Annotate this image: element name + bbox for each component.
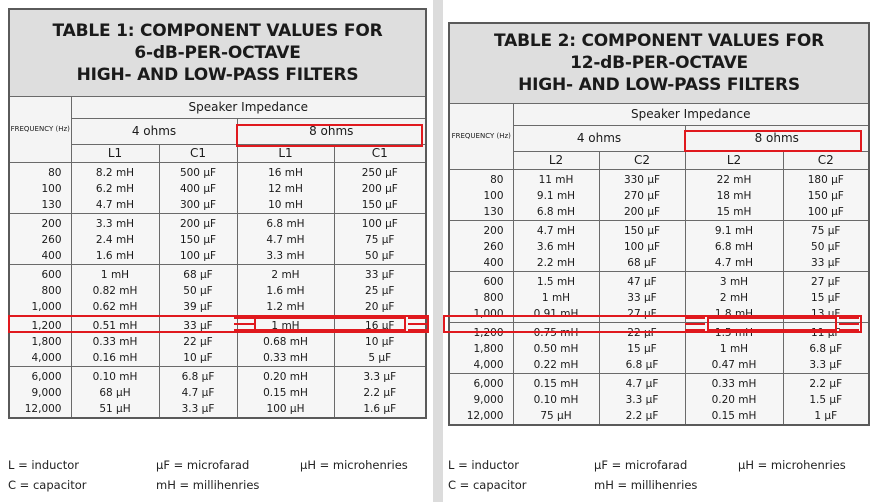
legend-microfarad: µF = microfarad	[156, 458, 250, 472]
table1-value-cell	[334, 162, 426, 213]
table-value: 15 mH	[716, 205, 752, 218]
table-value: 800	[41, 284, 62, 297]
table-value: 0.16 mH	[92, 351, 138, 364]
table-value: 100 µF	[807, 205, 844, 218]
table-value: 50 µF	[811, 240, 841, 253]
table-value: 6,000	[31, 370, 62, 383]
table2-value-cell	[685, 169, 783, 220]
table-value: 600	[483, 275, 504, 288]
table1-value-cell	[71, 264, 159, 315]
table-value: 0.91 mH	[533, 307, 579, 320]
table1-value-cell	[71, 162, 159, 213]
table-value: 270 µF	[623, 189, 661, 202]
table1-value-cell	[237, 162, 334, 213]
table-value: 100	[41, 182, 62, 195]
table2-value-cell	[783, 220, 869, 271]
table-value: 25 µF	[365, 284, 395, 297]
table-value: 0.33 mH	[92, 335, 138, 348]
table-value: 6.8 µF	[625, 358, 659, 371]
table1-frequency-cell	[9, 264, 71, 315]
table-value: 51 µH	[99, 402, 131, 415]
table-value: 16 µF	[365, 319, 395, 332]
table-value: 1 mH	[100, 268, 130, 281]
table-value: 50 µF	[365, 249, 395, 262]
table-value: 250 µF	[361, 166, 398, 179]
table-value: 1.5 mH	[536, 275, 576, 288]
table-value: 100 µF	[623, 240, 661, 253]
table1-panel	[0, 0, 433, 502]
table1-value-cell	[159, 264, 237, 315]
table-value: 3.3 mH	[95, 217, 135, 230]
table-value: 6.8 µF	[809, 342, 843, 355]
table-value: 0.22 mH	[533, 358, 579, 371]
table2-panel	[443, 0, 874, 502]
table-value: 6.8 mH	[536, 205, 576, 218]
table-value: 150 µF	[623, 224, 661, 237]
table1-value-cell	[71, 213, 159, 264]
legend-capacitor: C = capacitor	[8, 478, 87, 492]
table-value: 5 µF	[368, 351, 392, 364]
table2-frequency-cell	[449, 169, 513, 220]
table-value: 4,000	[473, 358, 504, 371]
table1-value-cell	[159, 213, 237, 264]
table-value: 500 µF	[179, 166, 217, 179]
table-value: 22 µF	[183, 335, 213, 348]
table-value: 33 µF	[365, 268, 395, 281]
table2-frequency-cell	[449, 373, 513, 425]
table-value: 12 mH	[268, 182, 303, 195]
table-value: 9.1 mH	[536, 189, 576, 202]
table-value: 0.15 mH	[711, 409, 757, 422]
table-value: 50 µF	[183, 284, 213, 297]
table-value: 1,000	[31, 300, 62, 313]
table-value: 0.20 mH	[711, 393, 757, 406]
table-value: 18 mH	[716, 189, 752, 202]
table-value: 6,000	[473, 377, 504, 390]
table2-body	[449, 169, 869, 425]
table-value: 3.6 mH	[536, 240, 576, 253]
table-value: 200 µF	[179, 217, 217, 230]
table2-value-cell	[599, 373, 685, 425]
table2-speaker-impedance-header: Speaker Impedance	[513, 103, 869, 125]
table1-frequency-header: FREQUENCY (Hz)	[9, 96, 71, 162]
table-value: 2.2 µF	[625, 409, 659, 422]
table-value: 6.8 µF	[181, 370, 215, 383]
table-value: 100 µF	[361, 217, 398, 230]
table-value: 180 µF	[807, 173, 844, 186]
table2-value-cell	[513, 373, 599, 425]
table-value: 1.6 mH	[95, 249, 135, 262]
table-value: 130	[483, 205, 504, 218]
table2-title-line-1: TABLE 2: COMPONENT VALUES FOR	[494, 31, 824, 52]
table-value: 2.2 mH	[536, 256, 576, 269]
table-value: 15 µF	[627, 342, 657, 355]
table-value: 100 µH	[266, 402, 305, 415]
table2-value-cell	[513, 169, 599, 220]
table-value: 1,200	[31, 319, 62, 332]
table1-legend	[8, 458, 433, 498]
table-value: 3.3 µF	[181, 402, 215, 415]
table-value: 0.51 mH	[92, 319, 138, 332]
page-divider	[433, 0, 443, 502]
table2-value-cell	[685, 373, 783, 425]
table-value: 33 µF	[811, 256, 841, 269]
table2-8-ohms-header: 8 ohms	[685, 125, 869, 151]
table2	[448, 22, 870, 426]
table1-8-ohms-highlight	[236, 124, 423, 147]
table-value: 4,000	[31, 351, 62, 364]
table-value: 100 µF	[179, 249, 217, 262]
table-value: 150 µF	[361, 198, 398, 211]
table-value: 80	[48, 166, 62, 179]
table-value: 9.1 mH	[714, 224, 754, 237]
table-value: 130	[41, 198, 62, 211]
table-value: 0.62 mH	[92, 300, 138, 313]
table2-title-line-2: 12-dB-PER-OCTAVE	[570, 53, 748, 74]
table1-frequency-cell	[9, 213, 71, 264]
table-value: 0.50 mH	[533, 342, 579, 355]
table1-col-l1-8ohm: L1	[237, 144, 334, 162]
table2-row-group	[449, 220, 869, 271]
table2-row-marker-left	[685, 317, 705, 331]
table-value: 1 µF	[814, 409, 838, 422]
table-value: 33 µF	[183, 319, 213, 332]
table-value: 0.33 mH	[711, 377, 757, 390]
table-value: 0.15 mH	[263, 386, 308, 399]
legend-inductor: L = inductor	[8, 458, 80, 472]
table-value: 13 µF	[811, 307, 841, 320]
table2-row-marker-right	[839, 317, 859, 331]
table1-title-line-2: 6-dB-PER-OCTAVE	[134, 42, 301, 63]
table-value: 2 mH	[271, 268, 300, 281]
table1-4-ohms-header: 4 ohms	[71, 118, 237, 144]
table-value: 27 µF	[811, 275, 841, 288]
table-value: 200	[41, 217, 62, 230]
table1-value-cell	[237, 366, 334, 418]
table-value: 8.2 mH	[95, 166, 135, 179]
table-value: 6.8 mH	[266, 217, 305, 230]
table2-row-group	[449, 169, 869, 220]
table-value: 4.7 µF	[181, 386, 215, 399]
table-value: 0.47 mH	[711, 358, 757, 371]
table1-row-group	[9, 162, 426, 213]
table-value: 2.4 mH	[95, 233, 135, 246]
table-value: 9,000	[31, 386, 62, 399]
table-value: 6.2 mH	[95, 182, 135, 195]
table-value: 4.7 mH	[536, 224, 576, 237]
table-value: 4.7 mH	[714, 256, 754, 269]
table-value: 12,000	[24, 402, 62, 415]
table-value: 1 mH	[271, 319, 300, 332]
table-value: 1.5 mH	[714, 326, 754, 339]
table-value: 47 µF	[627, 275, 657, 288]
table-value: 300 µF	[179, 198, 217, 211]
legend-capacitor: C = capacitor	[448, 478, 527, 492]
table-value: 0.15 mH	[533, 377, 579, 390]
table-value: 9,000	[473, 393, 504, 406]
table1-row-group	[9, 366, 426, 418]
table-value: 0.20 mH	[263, 370, 308, 383]
table2-frequency-header: FREQUENCY (Hz)	[449, 103, 513, 169]
table1-title-line-3: HIGH- AND LOW-PASS FILTERS	[76, 64, 359, 85]
table1-body	[9, 162, 426, 418]
table1-col-l1-4ohm: L1	[71, 144, 159, 162]
table2-row-group	[449, 373, 869, 425]
legend-microhenries: µH = microhenries	[300, 458, 408, 472]
table-value: 100	[483, 189, 504, 202]
table-value: 0.82 mH	[92, 284, 138, 297]
table-value: 80	[490, 173, 504, 186]
table-value: 39 µF	[183, 300, 213, 313]
table-value: 11 mH	[538, 173, 574, 186]
table-value: 75 µF	[365, 233, 395, 246]
table1-row-group	[9, 213, 426, 264]
table-value: 68 µH	[99, 386, 131, 399]
table2-col-c2-4ohm: C2	[599, 151, 685, 169]
table-value: 3.3 µF	[809, 358, 843, 371]
table-value: 800	[483, 291, 504, 304]
table-value: 6.8 mH	[714, 240, 754, 253]
table-value: 1.8 mH	[714, 307, 754, 320]
legend-millihenries: mH = millihenries	[156, 478, 260, 492]
table-value: 1,800	[31, 335, 62, 348]
table-value: 4.7 mH	[95, 198, 135, 211]
table2-value-cell	[783, 169, 869, 220]
table1-title	[9, 9, 426, 96]
table2-value-cell	[599, 169, 685, 220]
table-value: 600	[41, 268, 62, 281]
table-value: 400	[483, 256, 504, 269]
table-value: 150 µF	[807, 189, 844, 202]
table-value: 10 µF	[183, 351, 213, 364]
table1-row-marker-right	[408, 317, 428, 331]
table-value: 0.75 mH	[533, 326, 579, 339]
table2-title-line-3: HIGH- AND LOW-PASS FILTERS	[518, 75, 800, 96]
table-value: 20 µF	[365, 300, 395, 313]
table-value: 200 µF	[361, 182, 398, 195]
table2-title	[449, 23, 869, 103]
table1	[8, 8, 427, 419]
legend-inductor: L = inductor	[448, 458, 520, 472]
table-value: 3 mH	[719, 275, 749, 288]
table-value: 75 µF	[811, 224, 841, 237]
table-value: 1,200	[473, 326, 504, 339]
table-value: 12,000	[466, 409, 504, 422]
table-value: 3.3 mH	[266, 249, 305, 262]
table1-value-cell	[334, 366, 426, 418]
legend-millihenries: mH = millihenries	[594, 478, 698, 492]
table1-value-cell	[237, 264, 334, 315]
table-value: 200	[483, 224, 504, 237]
table-value: 11 µF	[811, 326, 841, 339]
legend-microfarad: µF = microfarad	[594, 458, 688, 472]
table2-col-l2-4ohm: L2	[513, 151, 599, 169]
table-value: 1.2 mH	[266, 300, 305, 313]
table2-4-ohms-header: 4 ohms	[513, 125, 685, 151]
table1-value-cell	[159, 366, 237, 418]
table-value: 330 µF	[623, 173, 661, 186]
table-value: 1 mH	[719, 342, 749, 355]
table-value: 0.10 mH	[533, 393, 579, 406]
table-value: 16 mH	[268, 166, 303, 179]
table-value: 400	[41, 249, 62, 262]
table1-frequency-cell	[9, 162, 71, 213]
table1-value-cell	[334, 264, 426, 315]
table-value: 10 mH	[268, 198, 303, 211]
legend-microhenries: µH = microhenries	[738, 458, 846, 472]
table1-title-line-1: TABLE 1: COMPONENT VALUES FOR	[52, 20, 383, 41]
table-value: 68 µF	[183, 268, 213, 281]
table-value: 68 µF	[627, 256, 657, 269]
table-value: 260	[41, 233, 62, 246]
table-value: 22 mH	[716, 173, 752, 186]
table-value: 1 mH	[541, 291, 571, 304]
table2-col-l2-8ohm: L2	[685, 151, 783, 169]
table1-value-cell	[71, 366, 159, 418]
table-value: 150 µF	[179, 233, 217, 246]
table-value: 2.2 µF	[363, 386, 397, 399]
table2-value-cell	[599, 220, 685, 271]
table1-frequency-cell	[9, 366, 71, 418]
table-value: 75 µH	[540, 409, 572, 422]
table-value: 1,800	[473, 342, 504, 355]
table-value: 10 µF	[365, 335, 395, 348]
table-value: 2 mH	[719, 291, 749, 304]
table-value: 260	[483, 240, 504, 253]
table1-row-group	[9, 264, 426, 315]
table-value: 0.68 mH	[263, 335, 308, 348]
table-value: 4.7 µF	[625, 377, 659, 390]
table1-value-cell	[237, 213, 334, 264]
table1-speaker-impedance-header: Speaker Impedance	[71, 96, 426, 118]
table-value: 22 µF	[627, 326, 657, 339]
table1-col-c1-8ohm: C1	[334, 144, 426, 162]
table-value: 0.33 mH	[263, 351, 308, 364]
table1-col-c1-4ohm: C1	[159, 144, 237, 162]
table2-value-cell	[783, 373, 869, 425]
table-value: 15 µF	[811, 291, 841, 304]
table2-legend	[448, 458, 868, 498]
table2-col-c2-8ohm: C2	[783, 151, 869, 169]
table2-frequency-cell	[449, 220, 513, 271]
table-value: 200 µF	[623, 205, 661, 218]
table1-value-cell	[159, 162, 237, 213]
table-value: 1,000	[473, 307, 504, 320]
table-value: 3.3 µF	[363, 370, 397, 383]
table-value: 3.3 µF	[625, 393, 659, 406]
table2-value-cell	[685, 220, 783, 271]
table2-8-ohms-highlight	[684, 130, 862, 152]
table-value: 1.6 µF	[363, 402, 397, 415]
table-value: 27 µF	[627, 307, 657, 320]
table1-8-ohms-header: 8 ohms	[237, 118, 426, 144]
table-value: 0.10 mH	[92, 370, 138, 383]
table-value: 400 µF	[179, 182, 217, 195]
table-value: 1.5 µF	[809, 393, 843, 406]
table-value: 2.2 µF	[809, 377, 843, 390]
table1-8-ohm-value-highlight	[254, 317, 406, 331]
table-value: 1.6 mH	[266, 284, 305, 297]
table2-value-cell	[513, 220, 599, 271]
table-value: 4.7 mH	[266, 233, 305, 246]
table1-row-marker-left	[234, 317, 254, 331]
table-value: 33 µF	[627, 291, 657, 304]
table2-8-ohm-value-highlight	[707, 317, 837, 331]
table1-value-cell	[334, 213, 426, 264]
